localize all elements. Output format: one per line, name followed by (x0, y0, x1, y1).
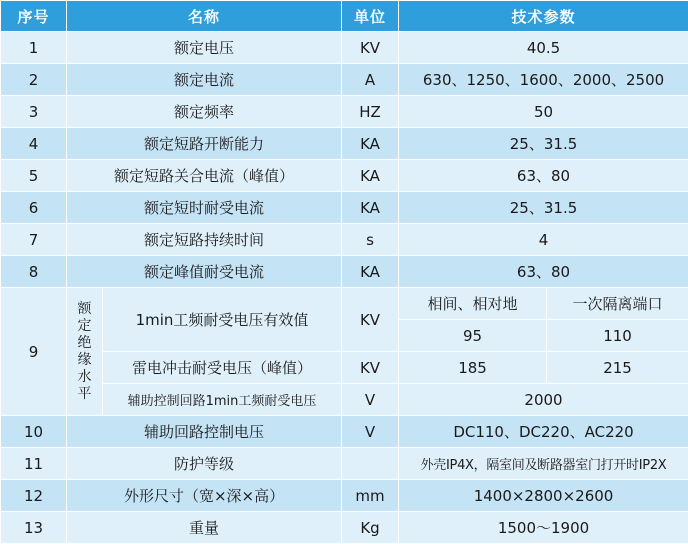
row-no: 3 (1, 96, 67, 128)
row-value: 1500～1900 (399, 512, 688, 544)
row-unit: KA (342, 192, 399, 224)
insulation-row (1, 384, 688, 416)
row-unit: Kg (342, 512, 399, 544)
lightning-name: 雷电冲击耐受电压（峰值） (103, 352, 342, 384)
power-freq-unit: KV (342, 288, 399, 352)
row-no: 11 (1, 448, 67, 480)
aux-unit: V (342, 384, 399, 416)
row-unit: KV (342, 32, 399, 64)
row-name: 额定短时耐受电流 (67, 192, 342, 224)
row-value: 630、1250、1600、2000、2500 (399, 64, 688, 96)
row-name: 额定电压 (67, 32, 342, 64)
insulation-level-label (67, 288, 103, 416)
row-unit: V (342, 416, 399, 448)
row-unit: A (342, 64, 399, 96)
table-row (1, 160, 688, 192)
insulation-label-char: 缘 (67, 352, 102, 369)
header-unit: 单位 (342, 1, 399, 32)
table-row (1, 256, 688, 288)
row-name: 额定峰值耐受电流 (67, 256, 342, 288)
lightning-phase-value: 185 (399, 352, 547, 384)
row-no: 1 (1, 32, 67, 64)
row-unit: KA (342, 160, 399, 192)
row-unit: HZ (342, 96, 399, 128)
row-unit: KA (342, 256, 399, 288)
row-name: 重量 (67, 512, 342, 544)
table-row (1, 64, 688, 96)
row-name: 额定短路关合电流（峰值） (67, 160, 342, 192)
row-name: 额定短路持续时间 (67, 224, 342, 256)
row-value: 63、80 (399, 256, 688, 288)
row-value: 63、80 (399, 160, 688, 192)
lightning-unit: KV (342, 352, 399, 384)
row-value: 50 (399, 96, 688, 128)
row-no: 7 (1, 224, 67, 256)
row-no: 12 (1, 480, 67, 512)
row-value: 4 (399, 224, 688, 256)
insulation-row (1, 352, 688, 384)
row-no: 9 (1, 288, 67, 416)
row-no: 5 (1, 160, 67, 192)
insulation-label-char: 额 (67, 301, 102, 318)
insulation-label-char: 平 (67, 386, 102, 403)
table-row (1, 128, 688, 160)
power-freq-name: 1min工频耐受电压有效值 (103, 288, 342, 352)
row-name: 辅助回路控制电压 (67, 416, 342, 448)
row-name: 额定电流 (67, 64, 342, 96)
lightning-isolation-value: 215 (547, 352, 688, 384)
insulation-row (1, 288, 688, 320)
power-freq-isolation-value: 110 (547, 320, 688, 352)
header-no: 序号 (1, 1, 67, 32)
row-no: 2 (1, 64, 67, 96)
row-unit: s (342, 224, 399, 256)
row-unit (342, 448, 399, 480)
insulation-label-char: 定 (67, 318, 102, 335)
aux-name: 辅助控制回路1min工频耐受电压 (103, 384, 342, 416)
row-no: 4 (1, 128, 67, 160)
table-row (1, 192, 688, 224)
row-no: 10 (1, 416, 67, 448)
row-no: 6 (1, 192, 67, 224)
table-row (1, 96, 688, 128)
row-name: 防护等级 (67, 448, 342, 480)
row-value: DC110、DC220、AC220 (399, 416, 688, 448)
row-value: 40.5 (399, 32, 688, 64)
table-row (1, 32, 688, 64)
row-value: 外壳IP4X，隔室间及断路器室门打开时IP2X (399, 448, 688, 480)
row-name: 额定短路开断能力 (67, 128, 342, 160)
row-value: 1400×2800×2600 (399, 480, 688, 512)
row-no: 13 (1, 512, 67, 544)
header-name: 名称 (67, 1, 342, 32)
row-no: 8 (1, 256, 67, 288)
sub-header-phase: 相间、相对地 (399, 288, 547, 320)
row-unit: KA (342, 128, 399, 160)
power-freq-phase-value: 95 (399, 320, 547, 352)
insulation-label-char: 绝 (67, 335, 102, 352)
table-row (1, 416, 688, 448)
table-row (1, 480, 688, 512)
row-unit: mm (342, 480, 399, 512)
sub-header-isolation: 一次隔离端口 (547, 288, 688, 320)
row-value: 25、31.5 (399, 192, 688, 224)
header-params: 技术参数 (399, 1, 688, 32)
aux-value: 2000 (399, 384, 688, 416)
table-row (1, 512, 688, 544)
table-row (1, 224, 688, 256)
header-row (1, 1, 688, 32)
row-value: 25、31.5 (399, 128, 688, 160)
row-name: 外形尺寸（宽×深×高） (67, 480, 342, 512)
row-name: 额定频率 (67, 96, 342, 128)
insulation-label-char: 水 (67, 369, 102, 386)
table-row (1, 448, 688, 480)
